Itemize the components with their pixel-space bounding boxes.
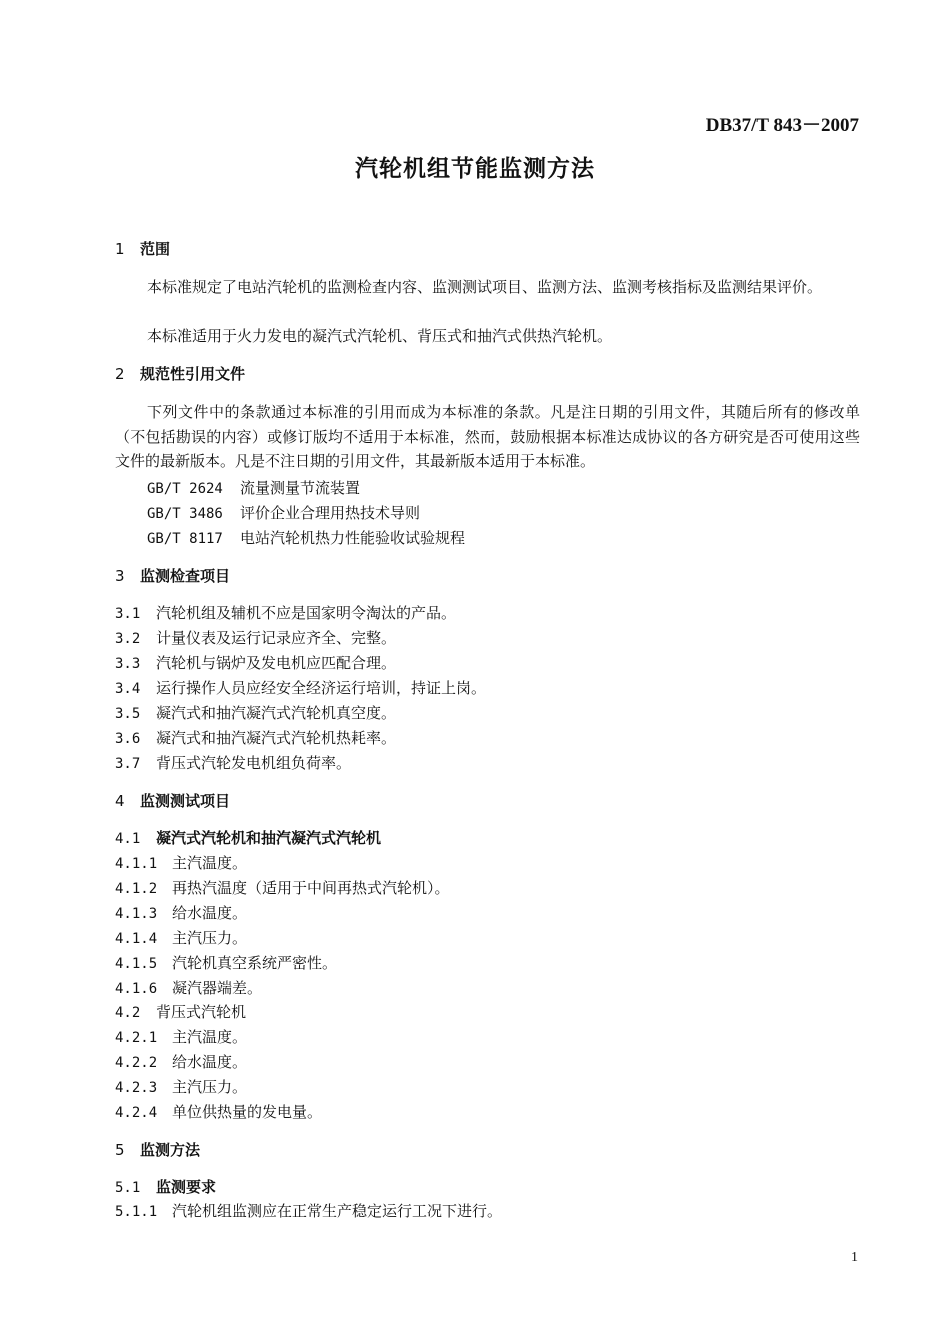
clause-item bbox=[115, 727, 396, 748]
clause-item bbox=[115, 677, 486, 698]
section-5-heading bbox=[115, 1139, 200, 1160]
subsection-heading bbox=[115, 827, 381, 848]
clause-text: 凝汽式汽轮机和抽汽凝汽式汽轮机 bbox=[156, 829, 382, 847]
clause-text: 主汽温度。 bbox=[172, 854, 248, 872]
reference-name: 流量测量节流装置 bbox=[240, 479, 361, 497]
clause-item bbox=[115, 602, 456, 623]
clause-text: 凝汽式和抽汽凝汽式汽轮机热耗率。 bbox=[156, 729, 397, 747]
clause-number: 4.2.4 bbox=[115, 1105, 158, 1121]
clause-text: 凝汽式和抽汽凝汽式汽轮机真空度。 bbox=[156, 704, 397, 722]
clause-text: 汽轮机组监测应在正常生产稳定运行工况下进行。 bbox=[172, 1202, 503, 1220]
clause-text: 凝汽器端差。 bbox=[172, 979, 263, 997]
clause-number: 4.1.1 bbox=[115, 856, 158, 872]
clause-item bbox=[115, 1076, 247, 1097]
clause-number: 5.1.1 bbox=[115, 1204, 158, 1220]
clause-number: 5.1 bbox=[115, 1180, 141, 1196]
section-title: 监测测试项目 bbox=[140, 792, 231, 810]
reference-item bbox=[147, 527, 465, 548]
section-title: 监测检查项目 bbox=[140, 567, 231, 585]
clause-number: 3.3 bbox=[115, 656, 141, 672]
clause-text: 主汽温度。 bbox=[172, 1028, 248, 1046]
clause-item bbox=[115, 902, 247, 923]
clause-number: 4.2.2 bbox=[115, 1055, 158, 1071]
clause-number: 4.1.3 bbox=[115, 906, 158, 922]
clause-number: 4.1.4 bbox=[115, 931, 158, 947]
clause-item bbox=[115, 627, 396, 648]
clause-text: 背压式汽轮发电机组负荷率。 bbox=[156, 754, 352, 772]
clause-number: 3.1 bbox=[115, 606, 141, 622]
reference-name: 评价企业合理用热技术导则 bbox=[240, 504, 421, 522]
clause-number: 3.7 bbox=[115, 756, 141, 772]
section-2-heading bbox=[115, 363, 245, 384]
clause-text: 监测要求 bbox=[156, 1178, 217, 1196]
section-2-paragraph-1: 下列文件中的条款通过本标准的引用而成为本标准的条款。凡是注日期的引用文件，其随后所有的修改单（不包括勘误的内容）或修订版均不适用于本标准，然而，鼓励根据本标准达成协议的各方研究是否可使用这些文件的最新版本。凡是不注日期的引用文件，其最新版本适用于本标准。 bbox=[115, 403, 860, 470]
section-1-heading bbox=[115, 238, 170, 259]
clause-item bbox=[115, 752, 351, 773]
section-1-paragraph-2: 本标准适用于火力发电的凝汽式汽轮机、背压式和抽汽式供热汽轮机。 bbox=[147, 327, 613, 345]
document-title: 汽轮机组节能监测方法 bbox=[355, 156, 595, 182]
clause-number: 4.2.3 bbox=[115, 1080, 158, 1096]
clause-text: 主汽压力。 bbox=[172, 929, 248, 947]
clause-number: 4.2 bbox=[115, 1005, 141, 1021]
section-3-heading bbox=[115, 565, 230, 586]
section-number: 3 bbox=[115, 567, 125, 585]
clause-item bbox=[115, 652, 396, 673]
section-4-heading bbox=[115, 790, 230, 811]
section-number: 1 bbox=[115, 240, 125, 258]
section-number: 2 bbox=[115, 365, 125, 383]
clause-text: 汽轮机组及辅机不应是国家明令淘汰的产品。 bbox=[156, 604, 457, 622]
page-number: 1 bbox=[851, 1250, 858, 1265]
clause-text: 背压式汽轮机 bbox=[156, 1003, 247, 1021]
clause-item bbox=[115, 927, 247, 948]
clause-item bbox=[115, 702, 396, 723]
clause-item bbox=[115, 1200, 502, 1221]
clause-text: 汽轮机真空系统严密性。 bbox=[172, 954, 338, 972]
clause-number: 3.5 bbox=[115, 706, 141, 722]
section-title: 范围 bbox=[140, 240, 171, 258]
reference-item bbox=[147, 477, 360, 498]
clause-text: 给水温度。 bbox=[172, 904, 248, 922]
clause-item bbox=[115, 1051, 247, 1072]
section-title: 监测方法 bbox=[140, 1141, 201, 1159]
clause-number: 4.1.2 bbox=[115, 881, 158, 897]
clause-number: 4.1 bbox=[115, 831, 141, 847]
section-title: 规范性引用文件 bbox=[140, 365, 246, 383]
subsection-heading bbox=[115, 1001, 246, 1022]
reference-code: GB/T 2624 bbox=[147, 481, 223, 497]
clause-number: 4.1.5 bbox=[115, 956, 158, 972]
reference-code: GB/T 3486 bbox=[147, 506, 223, 522]
clause-number: 3.2 bbox=[115, 631, 141, 647]
clause-text: 给水温度。 bbox=[172, 1053, 248, 1071]
clause-item bbox=[115, 952, 337, 973]
clause-text: 计量仪表及运行记录应齐全、完整。 bbox=[156, 629, 397, 647]
clause-number: 4.2.1 bbox=[115, 1030, 158, 1046]
subsection-heading bbox=[115, 1176, 216, 1197]
clause-text: 汽轮机与锅炉及发电机应匹配合理。 bbox=[156, 654, 397, 672]
clause-item bbox=[115, 1026, 247, 1047]
standard-code: DB37/T 843－2007 bbox=[705, 115, 859, 136]
section-number: 4 bbox=[115, 792, 125, 810]
clause-item bbox=[115, 877, 450, 898]
section-1-paragraph-1: 本标准规定了电站汽轮机的监测检查内容、监测测试项目、监测方法、监测考核指标及监测结果评价。 bbox=[147, 278, 823, 296]
clause-item bbox=[115, 1101, 322, 1122]
clause-text: 单位供热量的发电量。 bbox=[172, 1103, 323, 1121]
clause-text: 再热汽温度（适用于中间再热式汽轮机）。 bbox=[172, 879, 450, 897]
reference-item bbox=[147, 502, 420, 523]
reference-name: 电站汽轮机热力性能验收试验规程 bbox=[240, 529, 466, 547]
clause-text: 主汽压力。 bbox=[172, 1078, 248, 1096]
clause-text: 运行操作人员应经安全经济运行培训，持证上岗。 bbox=[156, 679, 487, 697]
clause-item bbox=[115, 977, 262, 998]
clause-number: 3.6 bbox=[115, 731, 141, 747]
clause-number: 4.1.6 bbox=[115, 981, 158, 997]
clause-number: 3.4 bbox=[115, 681, 141, 697]
reference-code: GB/T 8117 bbox=[147, 531, 223, 547]
section-number: 5 bbox=[115, 1141, 125, 1159]
clause-item bbox=[115, 852, 247, 873]
